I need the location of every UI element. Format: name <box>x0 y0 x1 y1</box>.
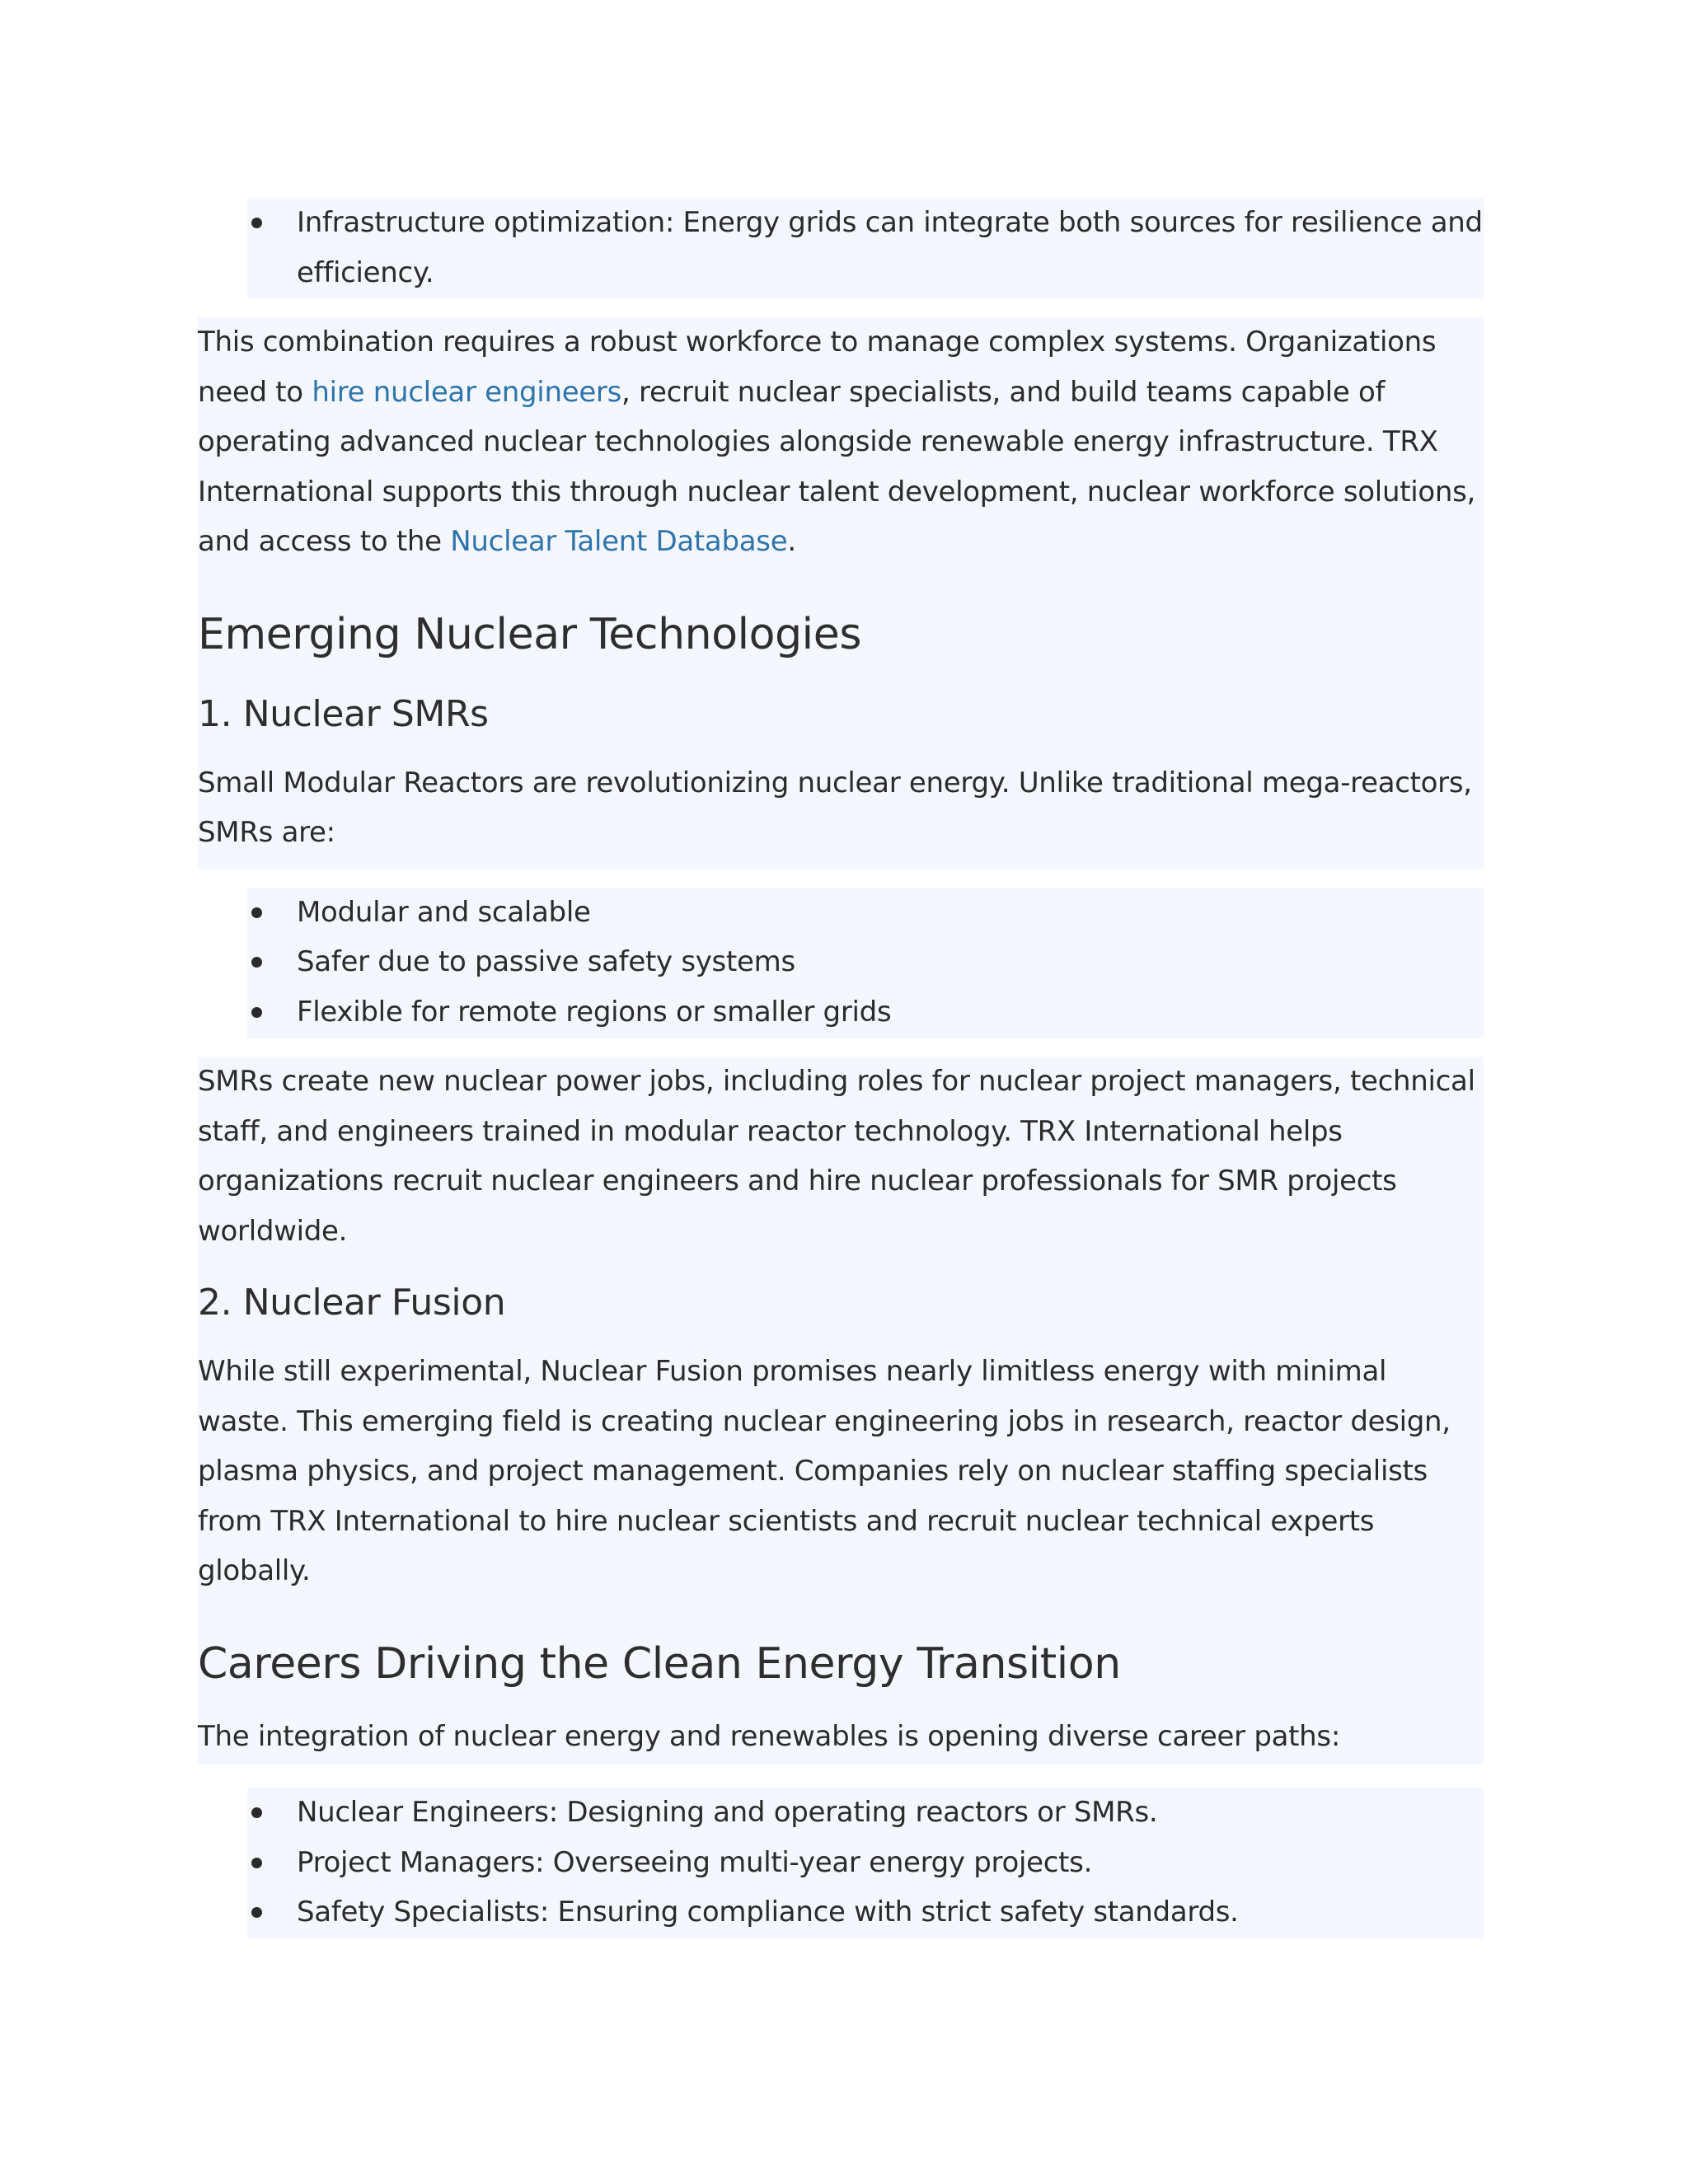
paragraph <box>198 317 1484 567</box>
bullet-list-smr-benefits <box>247 888 1484 1039</box>
bullet-list <box>247 198 1484 298</box>
list-item-text: Modular and scalable <box>297 895 591 929</box>
bullet-icon <box>251 1907 262 1918</box>
list-item-text: Safety Specialists: Ensuring compliance with strict safety standards. <box>297 1896 1239 1929</box>
bullet-list <box>247 1788 1484 1938</box>
list-item <box>247 1838 1484 1888</box>
paragraph-text: This combination requires a robust workforce to manage complex systems. Organizations need to <box>198 326 1437 409</box>
bullet-list <box>247 888 1484 1038</box>
paragraph-text: , recruit nuclear specialists, and build teams capable of operating advanced nuclear technologies alongside renewable energy infrastructure. TRX International supports this through nuclear talent development, nuclear workforce solutions, and access to the <box>198 375 1476 558</box>
list-item-text: Safer due to passive safety systems <box>297 945 795 978</box>
list-item <box>247 198 1484 298</box>
list-item-text: Nuclear Engineers: Designing and operating reactors or SMRs. <box>297 1796 1158 1829</box>
bullet-icon <box>251 1858 262 1868</box>
bullet-icon <box>251 1007 262 1018</box>
nuclear-talent-database-link[interactable]: Nuclear Talent Database <box>450 525 788 558</box>
section-heading-emerging-technologies: Emerging Nuclear Technologies <box>198 609 862 659</box>
paragraph-text: . <box>787 525 796 558</box>
bullet-list-infrastructure <box>247 198 1484 299</box>
content-block-smr-fusion-careers <box>198 1057 1484 1765</box>
paragraph-careers-intro: The integration of nuclear energy and renewables is opening diverse career paths: <box>198 1719 1340 1753</box>
list-item-text: Flexible for remote regions or smaller grids <box>297 995 892 1029</box>
subheading-nuclear-smrs: 1. Nuclear SMRs <box>198 692 489 735</box>
bullet-icon <box>251 218 262 228</box>
bullet-icon <box>251 957 262 968</box>
section-heading-careers: Careers Driving the Clean Energy Transition <box>198 1638 1121 1689</box>
list-item <box>247 1788 1484 1838</box>
paragraph-smr-jobs: SMRs create new nuclear power jobs, including roles for nuclear project managers, technical staff, and engineers trained in modular reactor technology. TRX International helps organizations recruit nuclear engineers and hire nuclear professionals for SMR projects worldwide. <box>198 1065 1475 1248</box>
list-item-text: Infrastructure optimization: Energy grids can integrate both sources for resilience and efficiency. <box>297 206 1483 289</box>
list-item-text: Project Managers: Overseeing multi-year energy projects. <box>297 1845 1093 1879</box>
list-item <box>247 987 1484 1038</box>
bullet-list-career-paths <box>247 1788 1484 1939</box>
list-item <box>247 937 1484 987</box>
paragraph-fusion: While still experimental, Nuclear Fusion promises nearly limitless energy with minimal waste. This emerging field is creating nuclear engineering jobs in research, reactor design, plasma physics, and project management. Companies rely on nuclear staffing specialists from TRX International to hire nuclear scientists and recruit nuclear technical experts globally. <box>198 1355 1451 1587</box>
document-page <box>198 198 1484 1939</box>
list-item <box>247 888 1484 938</box>
bullet-icon <box>251 907 262 918</box>
bullet-icon <box>251 1807 262 1818</box>
paragraph-smr-intro: Small Modular Reactors are revolutionizing nuclear energy. Unlike traditional mega-reactors, SMRs are: <box>198 766 1472 849</box>
list-item <box>247 1887 1484 1938</box>
hire-nuclear-engineers-link[interactable]: hire nuclear engineers <box>312 375 622 409</box>
subheading-nuclear-fusion: 2. Nuclear Fusion <box>198 1282 506 1324</box>
paragraph-workforce <box>198 317 1484 869</box>
